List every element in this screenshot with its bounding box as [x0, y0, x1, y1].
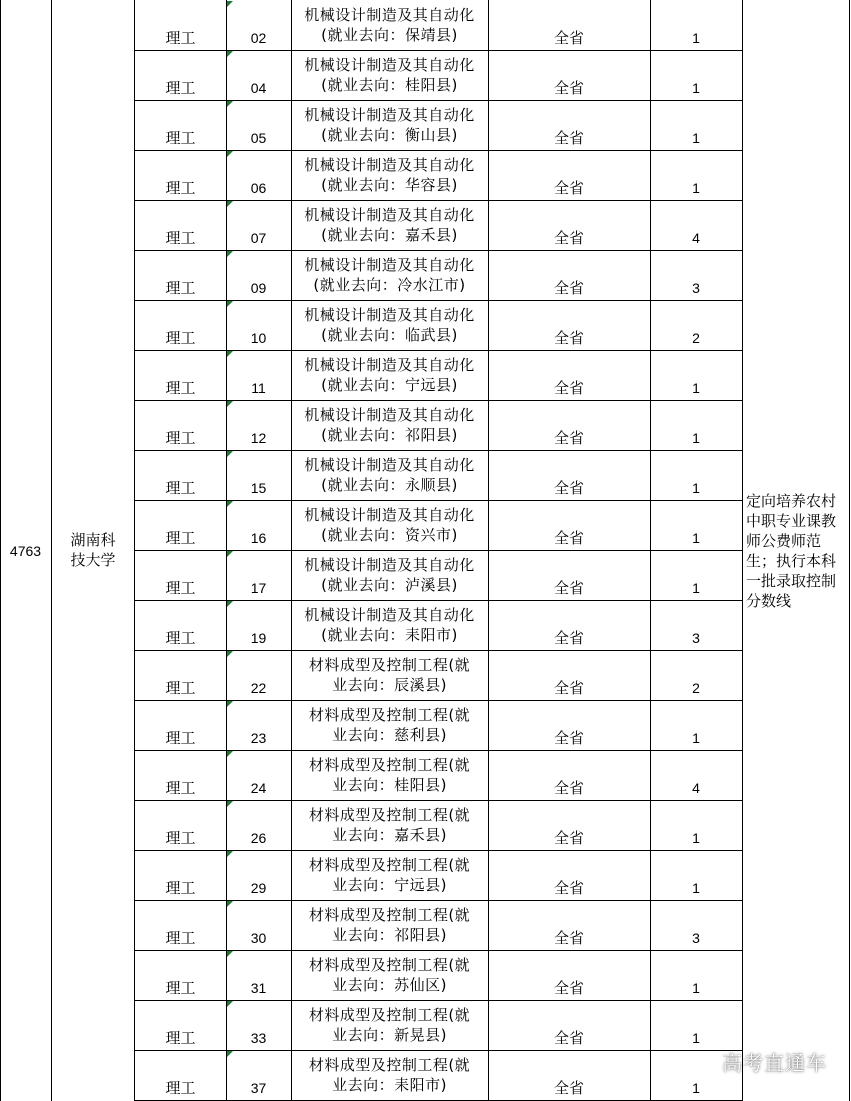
major-name-line2: 业去向：苏仙区): [332, 976, 447, 994]
scope-cell: 全省: [553, 29, 584, 47]
major-code-cell: 31: [250, 980, 267, 996]
major-name-line1: 机械设计制造及其自动化: [304, 306, 475, 324]
major-name-line1: 材料成型及控制工程(就: [308, 1006, 471, 1024]
count-cell: 1: [692, 430, 700, 446]
cell-comment-marker-icon: [227, 401, 233, 407]
category-cell: 理工: [165, 779, 196, 797]
major-name-line2: (就业去向：冷水江市): [313, 276, 466, 294]
column-divider: [51, 0, 52, 1101]
cell-comment-marker-icon: [227, 1001, 233, 1007]
count-cell: 3: [692, 630, 700, 646]
category-cell: 理工: [165, 329, 196, 347]
row-divider: [134, 1050, 742, 1051]
category-cell: 理工: [165, 479, 196, 497]
major-code-cell: 06: [250, 180, 267, 196]
major-name-cell: [291, 800, 488, 850]
cell-comment-marker-icon: [227, 301, 233, 307]
row-divider: [134, 100, 742, 101]
major-name-cell: [291, 500, 488, 550]
major-code-cell: 24: [250, 780, 267, 796]
major-name-line1: 机械设计制造及其自动化: [304, 206, 475, 224]
row-divider: [134, 950, 742, 951]
major-code-cell: 16: [250, 530, 267, 546]
count-cell: 4: [692, 780, 700, 796]
cell-comment-marker-icon: [227, 1051, 233, 1057]
major-code-cell: 15: [250, 480, 267, 496]
cell-comment-marker-icon: [227, 451, 233, 457]
major-name-line1: 材料成型及控制工程(就: [308, 856, 471, 874]
category-cell: 理工: [165, 829, 196, 847]
row-divider: [134, 900, 742, 901]
category-cell: 理工: [165, 579, 196, 597]
count-cell: 1: [692, 980, 700, 996]
column-divider: [742, 0, 743, 1101]
major-name-cell: [291, 550, 488, 600]
row-divider: [134, 1000, 742, 1001]
major-name-line2: (就业去向：衡山县): [321, 126, 458, 144]
scope-cell: 全省: [553, 829, 584, 847]
row-divider: [134, 150, 742, 151]
major-code-cell: 07: [250, 230, 267, 246]
major-name-cell: [291, 1050, 488, 1100]
count-cell: 1: [692, 1030, 700, 1046]
scope-cell: 全省: [553, 329, 584, 347]
major-name-line2: 业去向：祁阳县): [332, 926, 447, 944]
major-name-cell: [291, 150, 488, 200]
major-code-cell: 29: [250, 880, 267, 896]
category-cell: 理工: [165, 79, 196, 97]
scope-cell: 全省: [553, 929, 584, 947]
major-name-cell: [291, 50, 488, 100]
major-code-cell: 11: [251, 380, 266, 396]
scope-cell: 全省: [553, 1079, 584, 1097]
scope-cell: 全省: [553, 379, 584, 397]
category-cell: 理工: [165, 279, 196, 297]
cell-comment-marker-icon: [227, 351, 233, 357]
cell-comment-marker-icon: [227, 751, 233, 757]
category-cell: 理工: [165, 679, 196, 697]
row-divider: [134, 400, 742, 401]
scope-cell: 全省: [553, 779, 584, 797]
column-divider: [0, 0, 1, 1101]
major-code-cell: 19: [250, 630, 267, 646]
category-cell: 理工: [165, 1079, 196, 1097]
count-cell: 1: [692, 30, 700, 46]
major-name-cell: [291, 300, 488, 350]
scope-cell: 全省: [553, 529, 584, 547]
major-name-cell: [291, 350, 488, 400]
row-divider: [134, 650, 742, 651]
major-code-cell: 37: [250, 1080, 267, 1096]
scope-cell: 全省: [553, 179, 584, 197]
major-name-line1: 材料成型及控制工程(就: [308, 956, 471, 974]
major-name-line1: 材料成型及控制工程(就: [308, 906, 471, 924]
category-cell: 理工: [165, 529, 196, 547]
major-name-line2: (就业去向：临武县): [321, 326, 458, 344]
count-cell: 1: [692, 530, 700, 546]
scope-cell: 全省: [553, 229, 584, 247]
major-code-cell: 05: [250, 130, 267, 146]
cell-comment-marker-icon: [227, 651, 233, 657]
scope-cell: 全省: [553, 579, 584, 597]
major-name-line2: 业去向：嘉禾县): [332, 826, 447, 844]
admission-note: 定向培养农村中职专业课教师公费师范生；执行本科一批录取控制分数线: [746, 491, 837, 610]
major-name-cell: [291, 200, 488, 250]
major-name-line2: 业去向：桂阳县): [332, 776, 447, 794]
count-cell: 1: [692, 580, 700, 596]
count-cell: 1: [692, 180, 700, 196]
major-code-cell: 12: [250, 430, 267, 446]
scope-cell: 全省: [553, 429, 584, 447]
major-name-cell: [291, 600, 488, 650]
category-cell: 理工: [165, 979, 196, 997]
row-divider: [134, 800, 742, 801]
major-name-line1: 机械设计制造及其自动化: [304, 506, 475, 524]
cell-comment-marker-icon: [227, 201, 233, 207]
category-cell: 理工: [165, 379, 196, 397]
row-divider: [134, 50, 742, 51]
major-name-line1: 材料成型及控制工程(就: [308, 1056, 471, 1074]
major-code-cell: 09: [250, 280, 267, 296]
count-cell: 1: [692, 480, 700, 496]
cell-comment-marker-icon: [227, 951, 233, 957]
major-name-cell: [291, 750, 488, 800]
major-name-cell: [291, 400, 488, 450]
scope-cell: 全省: [553, 679, 584, 697]
major-name-line2: 业去向：耒阳市): [332, 1076, 447, 1094]
scope-cell: 全省: [553, 879, 584, 897]
major-name-line2: (就业去向：永顺县): [321, 476, 458, 494]
major-name-cell: [291, 1000, 488, 1050]
cell-comment-marker-icon: [227, 151, 233, 157]
count-cell: 1: [692, 730, 700, 746]
major-name-cell: [291, 450, 488, 500]
category-cell: 理工: [165, 229, 196, 247]
major-name-line1: 机械设计制造及其自动化: [304, 556, 475, 574]
row-divider: [134, 550, 742, 551]
major-name-line1: 机械设计制造及其自动化: [304, 406, 475, 424]
category-cell: 理工: [165, 29, 196, 47]
cell-comment-marker-icon: [227, 851, 233, 857]
row-divider: [134, 350, 742, 351]
major-name-line2: 业去向：辰溪县): [332, 676, 447, 694]
row-divider: [134, 750, 742, 751]
major-name-line1: 机械设计制造及其自动化: [304, 606, 475, 624]
count-cell: 4: [692, 230, 700, 246]
major-code-cell: 04: [250, 80, 267, 96]
major-name-line2: (就业去向：宁远县): [321, 376, 458, 394]
row-divider: [134, 200, 742, 201]
major-code-cell: 33: [250, 1030, 267, 1046]
major-name-line1: 机械设计制造及其自动化: [304, 356, 475, 374]
scope-cell: 全省: [553, 279, 584, 297]
major-name-cell: [291, 950, 488, 1000]
count-cell: 1: [692, 880, 700, 896]
major-name-line2: 业去向：慈利县): [332, 726, 447, 744]
category-cell: 理工: [165, 429, 196, 447]
cell-comment-marker-icon: [227, 251, 233, 257]
cell-comment-marker-icon: [227, 601, 233, 607]
institution-name: 湖南科技大学: [70, 531, 116, 569]
column-divider: [849, 0, 850, 1101]
major-code-cell: 10: [250, 330, 267, 346]
cell-comment-marker-icon: [227, 551, 233, 557]
major-name-line2: (就业去向：泸溪县): [321, 576, 458, 594]
major-name-line1: 机械设计制造及其自动化: [304, 456, 475, 474]
cell-comment-marker-icon: [227, 51, 233, 57]
count-cell: 3: [692, 930, 700, 946]
category-cell: 理工: [165, 179, 196, 197]
major-name-cell: [291, 0, 488, 50]
cell-comment-marker-icon: [227, 901, 233, 907]
major-name-cell: [291, 650, 488, 700]
major-name-line2: (就业去向：华容县): [321, 176, 458, 194]
major-name-line2: (就业去向：资兴市): [321, 526, 458, 544]
cell-comment-marker-icon: [227, 801, 233, 807]
major-name-line2: (就业去向：保靖县): [321, 26, 458, 44]
row-divider: [134, 500, 742, 501]
category-cell: 理工: [165, 629, 196, 647]
row-divider: [134, 300, 742, 301]
count-cell: 1: [692, 1080, 700, 1096]
major-name-cell: [291, 250, 488, 300]
scope-cell: 全省: [553, 79, 584, 97]
major-name-cell: [291, 700, 488, 750]
institution-code: 4763: [9, 542, 42, 559]
row-divider: [134, 450, 742, 451]
major-name-line2: (就业去向：耒阳市): [321, 626, 458, 644]
major-name-cell: [291, 900, 488, 950]
count-cell: 2: [692, 330, 700, 346]
major-name-line2: 业去向：新晃县): [332, 1026, 447, 1044]
count-cell: 1: [692, 830, 700, 846]
major-code-cell: 30: [250, 930, 267, 946]
row-divider: [134, 600, 742, 601]
category-cell: 理工: [165, 129, 196, 147]
row-divider: [134, 250, 742, 251]
scope-cell: 全省: [553, 479, 584, 497]
category-cell: 理工: [165, 729, 196, 747]
major-name-line1: 材料成型及控制工程(就: [308, 756, 471, 774]
count-cell: 1: [692, 380, 700, 396]
major-code-cell: 02: [250, 30, 267, 46]
row-divider: [134, 700, 742, 701]
watermark: 高考直通车: [722, 1051, 827, 1075]
count-cell: 2: [692, 680, 700, 696]
major-name-line1: 机械设计制造及其自动化: [304, 6, 475, 24]
major-name-line1: 材料成型及控制工程(就: [308, 706, 471, 724]
major-code-cell: 23: [250, 730, 267, 746]
count-cell: 1: [692, 80, 700, 96]
major-code-cell: 22: [250, 680, 267, 696]
major-name-line2: (就业去向：祁阳县): [321, 426, 458, 444]
major-name-cell: [291, 850, 488, 900]
scope-cell: 全省: [553, 129, 584, 147]
category-cell: 理工: [165, 1029, 196, 1047]
scope-cell: 全省: [553, 1029, 584, 1047]
major-name-line1: 机械设计制造及其自动化: [304, 56, 475, 74]
cell-comment-marker-icon: [227, 701, 233, 707]
category-cell: 理工: [165, 879, 196, 897]
major-name-line1: 机械设计制造及其自动化: [304, 156, 475, 174]
cell-comment-marker-icon: [227, 501, 233, 507]
major-name-line1: 机械设计制造及其自动化: [304, 256, 475, 274]
scope-cell: 全省: [553, 729, 584, 747]
scope-cell: 全省: [553, 979, 584, 997]
category-cell: 理工: [165, 929, 196, 947]
major-code-cell: 26: [250, 830, 267, 846]
count-cell: 1: [692, 130, 700, 146]
cell-comment-marker-icon: [227, 101, 233, 107]
row-divider: [134, 850, 742, 851]
major-name-line1: 机械设计制造及其自动化: [304, 106, 475, 124]
major-name-line2: 业去向：宁远县): [332, 876, 447, 894]
major-name-line1: 材料成型及控制工程(就: [308, 806, 471, 824]
count-cell: 3: [692, 280, 700, 296]
scope-cell: 全省: [553, 629, 584, 647]
major-code-cell: 17: [250, 580, 267, 596]
major-name-line1: 材料成型及控制工程(就: [308, 656, 471, 674]
cell-comment-marker-icon: [227, 1, 233, 7]
major-name-cell: [291, 100, 488, 150]
major-name-line2: (就业去向：嘉禾县): [321, 226, 458, 244]
major-name-line2: (就业去向：桂阳县): [321, 76, 458, 94]
